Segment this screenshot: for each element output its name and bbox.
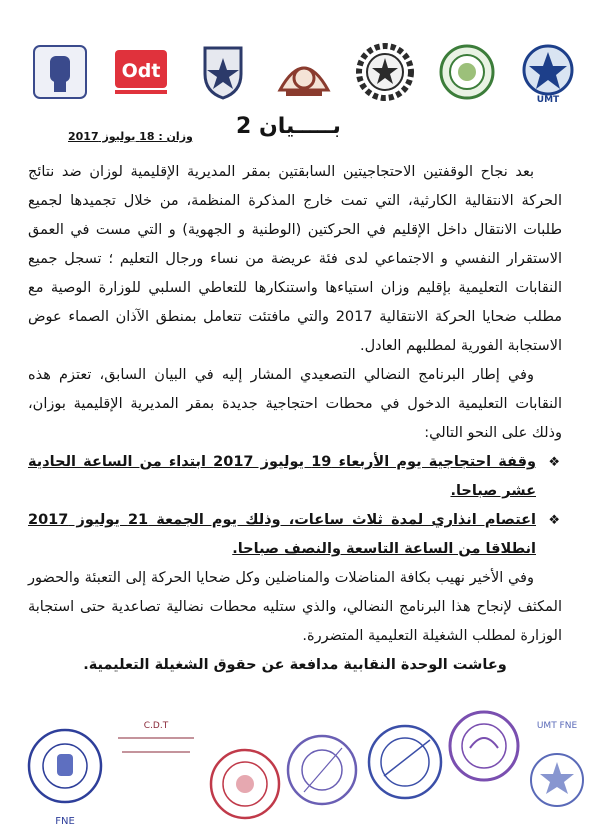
action-bullet-1-text: وقفة احتجاجية يوم الأربعاء 19 يوليوز 2017 ابتداء من الساعة الحادية عشر صباحا. <box>28 454 536 499</box>
statement-header <box>40 114 560 152</box>
actions-list <box>28 448 562 564</box>
umt-logo-text: UMT <box>536 95 560 104</box>
statement-body <box>28 158 562 680</box>
paragraph-3: وفي الأخير نهيب بكافة المناضلات والمناضلين وكل ضحايا الحركة إلى التعبئة والحضور المكثف لإنجاح هذا البرنامج النضالي، والذي ستليه محطات نضالية تصاعدية حتى استجابة الوزارة لمطلب الشغيلة التعليمية المتضررة. <box>28 570 562 644</box>
round-stamp-1 <box>446 708 522 784</box>
action-bullet-1 <box>28 448 562 506</box>
union-logos-bar <box>28 36 580 108</box>
date-line: وزان : 18 يوليوز 2017 <box>68 130 193 143</box>
odt-logo-text: Odt <box>121 60 161 82</box>
odt-logo <box>109 40 173 104</box>
action-bullet-2 <box>28 506 562 564</box>
round-stamp-2 <box>366 716 444 808</box>
paragraph-1: بعد نجاح الوقفتين الاحتجاجيتين السابقتين بمقر المديرية الإقليمية لوزان ضد نتائج الحركة الانتقالية الكارثية، التي تمت خارج المذكرة المنظمة، من خلال تجميدها لجميع طلبات الانتقال داخل الإقليم في الحركتين (الوطنية و الجهوية) و التي مست في العمق الاستقرار النفسي و الاجتماعي لدى فئة عريضة من نساء ورجال التعليم ؛ تسجل جميع النقابات التعليمية بإقليم وزان استياءها واستنكارها للتعاطي السلبي للوزارة الوصية مع مطلب ضحايا الحركة الانتقالية 2017 والتي مافتئت تتعامل بمنطق الآذان الصماء عوض الاستجابة الفورية لمطلبهم العادل. <box>28 164 562 354</box>
star-union-logo <box>191 40 255 104</box>
fne-stamp-text: FNE <box>55 816 75 827</box>
cdt-stamp <box>112 708 200 778</box>
umt-fne-stamp <box>524 710 590 820</box>
statement-title: بـــــيان 2 <box>236 114 341 139</box>
signature-stamps <box>16 702 598 832</box>
umt-logo <box>516 40 580 104</box>
diamond-bullet-icon: ❖ <box>548 513 560 528</box>
cdt-stamp-text: C.D.T <box>143 721 169 731</box>
umt-fne-stamp-text: UMT FNE <box>536 721 578 731</box>
diamond-bullet-icon: ❖ <box>548 455 560 470</box>
round-stamp-3 <box>284 722 360 818</box>
action-bullet-2-text: اعتصام انذاري لمدة ثلاث ساعات، وذلك يوم الجمعة 21 يوليوز 2017 انطلاقا من الساعة التاسعة والنصف صباحا. <box>28 512 536 557</box>
gear-union-logo <box>353 40 417 104</box>
fist-union-logo <box>28 40 92 104</box>
paragraph-2: وفي إطار البرنامج النضالي التصعيدي المشار إليه في البيان السابق، تعتزم هذه النقابات التعليمية الدخول في محطات احتجاجية جديدة بمقر المديرية الإقليمية بوزان، وذلك على النحو التالي: <box>28 367 562 441</box>
closing-line: وعاشت الوحدة النقابية مدافعة عن حقوق الشغيلة التعليمية. <box>83 657 507 673</box>
cdt-logo <box>272 40 336 104</box>
fne-stamp <box>24 720 106 830</box>
round-stamp-4 <box>206 740 284 828</box>
fne-logo <box>435 40 499 104</box>
